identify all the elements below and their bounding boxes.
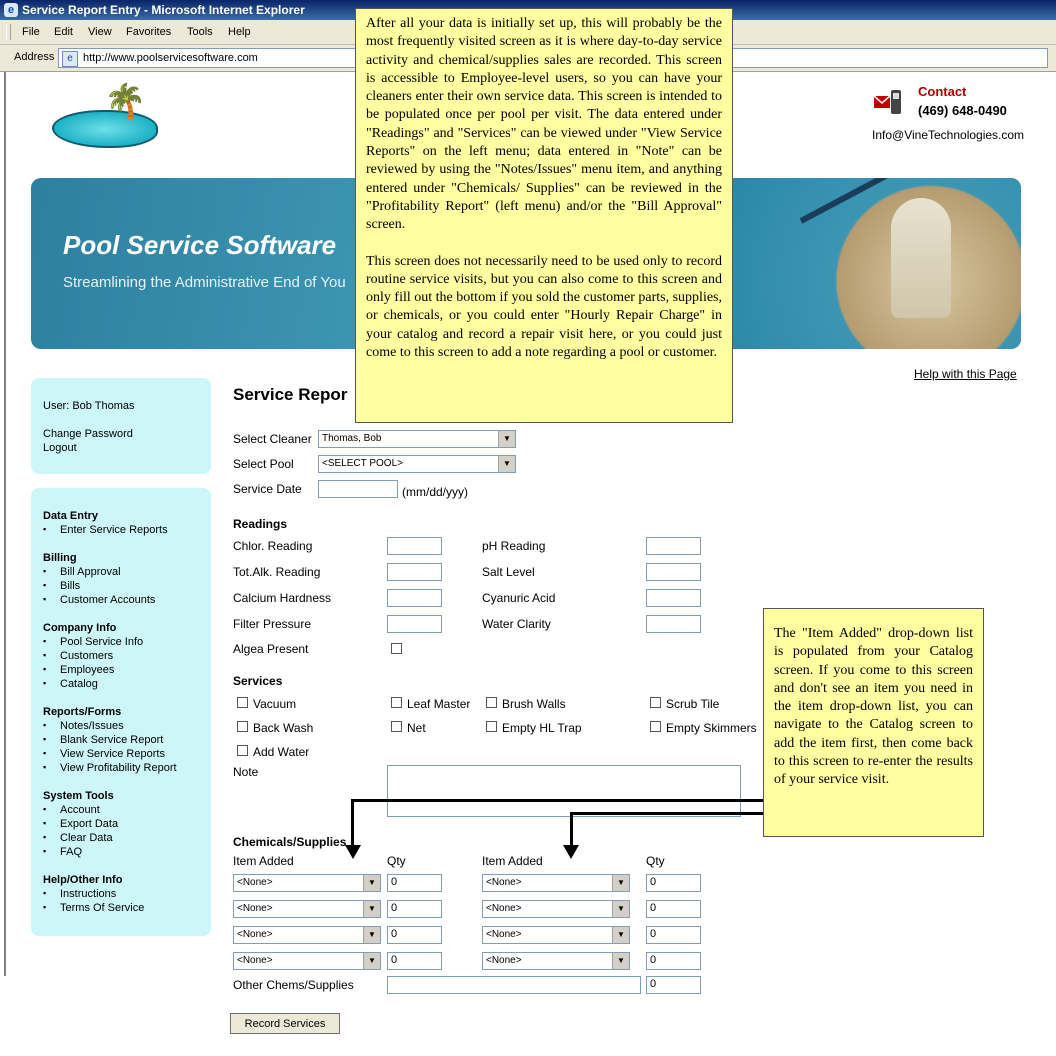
item-select-value: <None> <box>237 929 273 940</box>
back-wash-label: Back Wash <box>253 721 314 735</box>
qty-input[interactable] <box>387 926 442 944</box>
item-select[interactable] <box>233 874 381 892</box>
scrub-tile-label: Scrub Tile <box>666 697 720 711</box>
sidebar-item-instructions[interactable]: ▪ Instructions <box>60 888 116 900</box>
sidebar-item-customers[interactable]: ▪ Customers <box>60 650 113 662</box>
qty-input[interactable] <box>646 952 701 970</box>
cyanuric-acid-input[interactable] <box>646 589 701 607</box>
chevron-down-icon: ▼ <box>498 456 515 472</box>
empty-hl-trap-label: Empty HL Trap <box>502 721 582 735</box>
sidebar-item-terms-of-service[interactable]: ▪ Terms Of Service <box>60 902 144 914</box>
user-panel <box>31 378 211 474</box>
item-select-value: <None> <box>486 903 522 914</box>
tot-alk-reading-label: Tot.Alk. Reading <box>233 565 321 579</box>
sidebar-item-notes-issues[interactable]: ▪ Notes/Issues <box>60 720 124 732</box>
sidebar-item-blank-service-report[interactable]: ▪ Blank Service Report <box>60 734 163 746</box>
pool-select[interactable] <box>318 455 516 473</box>
ph-reading-label: pH Reading <box>482 539 546 553</box>
note-label: Note <box>233 765 259 779</box>
menu-file[interactable]: File <box>22 26 40 38</box>
pool-label: Select Pool <box>233 457 294 471</box>
address-url: http://www.poolservicesoftware.com <box>83 52 258 64</box>
tot-alk-reading-input[interactable] <box>387 563 442 581</box>
qty-value: 0 <box>650 978 657 990</box>
chevron-down-icon: ▼ <box>612 901 629 917</box>
sidebar-item-pool-service-info[interactable]: ▪ Pool Service Info <box>60 636 143 648</box>
contact-phone: (469) 648-0490 <box>918 103 1007 118</box>
sidebar-item-view-service-reports[interactable]: ▪ View Service Reports <box>60 748 165 760</box>
nav-section-help: Help/Other Info <box>43 874 123 886</box>
contact-title: Contact <box>918 84 967 99</box>
nav-section-company-info: Company Info <box>43 622 117 634</box>
item-select[interactable] <box>482 900 630 918</box>
add-water-label: Add Water <box>253 745 310 759</box>
chlor-reading-label: Chlor. Reading <box>233 539 313 553</box>
chlor-reading-input[interactable] <box>387 537 442 555</box>
help-callout-main <box>355 8 733 423</box>
qty-value: 0 <box>650 902 657 914</box>
net-checkbox[interactable] <box>391 721 402 732</box>
pool-cleaner-photo <box>721 178 1021 349</box>
filter-pressure-label: Filter Pressure <box>233 617 312 631</box>
cleaner-label: Select Cleaner <box>233 432 312 446</box>
nav-section-reports: Reports/Forms <box>43 706 122 718</box>
chevron-down-icon: ▼ <box>612 953 629 969</box>
item-added-label-2: Item Added <box>482 854 543 868</box>
other-chems-label: Other Chems/Supplies <box>233 978 354 992</box>
add-water-checkbox[interactable] <box>237 745 248 756</box>
cleaner-select-value: Thomas, Bob <box>322 433 382 444</box>
item-select-value: <None> <box>237 955 273 966</box>
chevron-down-icon: ▼ <box>363 901 380 917</box>
qty-input[interactable] <box>646 926 701 944</box>
address-label: Address <box>14 51 55 63</box>
menu-favorites[interactable]: Favorites <box>126 26 172 38</box>
leaf-master-checkbox[interactable] <box>391 697 402 708</box>
other-chems-qty-input[interactable] <box>646 976 701 994</box>
sidebar-item-faq[interactable]: ▪ FAQ <box>60 846 82 858</box>
qty-value: 0 <box>650 876 657 888</box>
chevron-down-icon: ▼ <box>498 431 515 447</box>
pool-worker <box>891 198 951 318</box>
item-select[interactable] <box>233 900 381 918</box>
salt-level-input[interactable] <box>646 563 701 581</box>
window-title: Service Report Entry - Microsoft Internet Explorer <box>22 3 305 17</box>
menu-edit[interactable]: Edit <box>54 26 73 38</box>
pool-select-value: <SELECT POOL> <box>322 458 403 469</box>
qty-value: 0 <box>391 928 398 940</box>
qty-value: 0 <box>391 954 398 966</box>
note-textarea[interactable] <box>387 765 741 817</box>
sidebar-item-export-data[interactable]: ▪ Export Data <box>60 818 118 830</box>
user-name: User: Bob Thomas <box>43 400 135 412</box>
record-services-button[interactable]: Record Services <box>230 1013 340 1034</box>
nav-section-system-tools: System Tools <box>43 790 114 802</box>
item-select[interactable] <box>482 926 630 944</box>
qty-input[interactable] <box>646 874 701 892</box>
item-select-value: <None> <box>237 903 273 914</box>
qty-value: 0 <box>650 928 657 940</box>
qty-input[interactable] <box>387 900 442 918</box>
empty-skimmers-checkbox[interactable] <box>650 721 661 732</box>
toolbar-grip-icon <box>6 24 11 40</box>
ph-reading-input[interactable] <box>646 537 701 555</box>
qty-label-2: Qty <box>646 854 665 868</box>
chevron-down-icon: ▼ <box>612 927 629 943</box>
item-select[interactable] <box>233 926 381 944</box>
calcium-hardness-input[interactable] <box>387 589 442 607</box>
other-chems-input[interactable] <box>387 976 641 994</box>
qty-value: 0 <box>391 902 398 914</box>
change-password-link[interactable]: Change Password <box>43 428 133 440</box>
item-select-value: <None> <box>486 955 522 966</box>
sidebar-item-catalog[interactable]: ▪ Catalog <box>60 678 98 690</box>
menu-tools[interactable]: Tools <box>187 26 213 38</box>
callout-paragraph-2: This screen does not necessarily need to be used only to record routine service visits, but you can also come to this screen and only fill out the bottom if you sold the customer parts, supplies, or chemicals, or you could enter "Hourly Repair Charge" in your catalog and record a repair visit here, or you could just come to this screen to add a note regarding a pool or customer. <box>366 253 722 361</box>
sidebar-item-clear-data[interactable]: ▪ Clear Data <box>60 832 113 844</box>
qty-input[interactable] <box>387 952 442 970</box>
qty-input[interactable] <box>646 900 701 918</box>
item-select[interactable] <box>233 952 381 970</box>
readings-heading: Readings <box>233 517 288 531</box>
item-select-value: <None> <box>486 877 522 888</box>
item-added-label-1: Item Added <box>233 854 294 868</box>
vacuum-checkbox[interactable] <box>237 697 248 708</box>
help-link[interactable]: Help with this Page <box>914 367 1017 381</box>
callout-arrow-line <box>570 812 763 815</box>
brush-walls-checkbox[interactable] <box>486 697 497 708</box>
contact-email[interactable]: Info@VineTechnologies.com <box>872 128 1025 142</box>
callout-item-text: The "Item Added" drop-down list is populated from your Catalog screen. If you come to this screen and don't see an item you need in the item drop-down list, you can navigate to the Catalog screen to add the item first, then come back to this screen to re-enter the results of your service visit. <box>774 626 973 788</box>
service-date-label: Service Date <box>233 482 302 496</box>
page-left-border <box>4 72 6 976</box>
brand-tagline: Streamlining the Administrative End of You <box>63 274 346 291</box>
item-select-value: <None> <box>237 877 273 888</box>
chevron-down-icon: ▼ <box>612 875 629 891</box>
callout-arrow-line <box>351 799 354 847</box>
qty-label-1: Qty <box>387 854 406 868</box>
algea-present-label: Algea Present <box>233 642 309 656</box>
sidebar-item-customer-accounts[interactable]: ▪ Customer Accounts <box>60 594 155 606</box>
salt-level-label: Salt Level <box>482 565 535 579</box>
calcium-hardness-label: Calcium Hardness <box>233 591 332 605</box>
water-clarity-label: Water Clarity <box>482 617 551 631</box>
leaf-master-label: Leaf Master <box>407 697 471 711</box>
service-date-input[interactable] <box>318 480 398 498</box>
water-clarity-input[interactable] <box>646 615 701 633</box>
help-callout-item-added <box>763 608 984 837</box>
services-heading: Services <box>233 674 283 688</box>
sidebar-item-view-profitability-report[interactable]: ▪ View Profitability Report <box>60 762 177 774</box>
sidebar-item-bills[interactable]: ▪ Bills <box>60 580 80 592</box>
callout-paragraph-1: After all your data is initially set up, this will probably be the most frequently visited screen as it is where day-to-day service activity and chemical/supplies sales are recorded. This screen is accessible to Employee-level users, so you can have your cleaners enter their own service data. This screen is intended to be populated once per pool per visit. The data entered under "Readings" and "Services" can be viewed under "View Service Reports" on the left menu; data entered in "Note" can be reviewed by using the "Notes/Issues" menu item, and anything entered under "Chemicals/ Supplies" can be reviewed in the "Profitability Report" (left menu) and/or the "Bill Approval" screen. <box>366 16 722 233</box>
arrow-down-icon <box>563 845 579 859</box>
cleaner-select[interactable] <box>318 430 516 448</box>
item-select-value: <None> <box>486 929 522 940</box>
phone-mail-icon <box>872 88 906 116</box>
brush-walls-label: Brush Walls <box>502 697 566 711</box>
service-date-hint: (mm/dd/yyy) <box>402 485 468 499</box>
scrub-tile-checkbox[interactable] <box>650 697 661 708</box>
menu-view[interactable]: View <box>88 26 112 38</box>
sidebar-item-bill-approval[interactable]: ▪ Bill Approval <box>60 566 121 578</box>
logout-link[interactable]: Logout <box>43 442 77 454</box>
empty-hl-trap-checkbox[interactable] <box>486 721 497 732</box>
sidebar-item-account[interactable]: ▪ Account <box>60 804 100 816</box>
algea-present-checkbox[interactable] <box>391 643 402 654</box>
internet-explorer-icon: e <box>4 3 18 17</box>
empty-skimmers-label: Empty Skimmers <box>666 721 757 735</box>
net-label: Net <box>407 721 426 735</box>
chevron-down-icon: ▼ <box>363 953 380 969</box>
palm-tree-icon: 🌴 <box>104 83 147 121</box>
sidebar-nav <box>31 488 211 936</box>
filter-pressure-input[interactable] <box>387 615 442 633</box>
qty-input[interactable] <box>387 874 442 892</box>
cyanuric-acid-label: Cyanuric Acid <box>482 591 556 605</box>
chemicals-heading: Chemicals/Supplies <box>233 835 347 849</box>
brand-title: Pool Service Software <box>63 230 337 260</box>
page-title: Service Repor <box>233 385 348 404</box>
item-select[interactable] <box>482 952 630 970</box>
arrow-down-icon <box>345 845 361 859</box>
qty-value: 0 <box>391 876 398 888</box>
qty-value: 0 <box>650 954 657 966</box>
callout-arrow-line <box>351 799 763 802</box>
callout-arrow-line <box>570 812 573 847</box>
chevron-down-icon: ▼ <box>363 927 380 943</box>
item-select[interactable] <box>482 874 630 892</box>
chevron-down-icon: ▼ <box>363 875 380 891</box>
nav-section-data-entry: Data Entry <box>43 510 99 522</box>
sidebar-item-enter-service-reports[interactable]: ▪ Enter Service Reports <box>60 524 168 536</box>
back-wash-checkbox[interactable] <box>237 721 248 732</box>
menu-help[interactable]: Help <box>228 26 251 38</box>
sidebar-item-employees[interactable]: ▪ Employees <box>60 664 114 676</box>
page-icon: e <box>62 51 78 67</box>
vacuum-label: Vacuum <box>253 697 297 711</box>
nav-section-billing: Billing <box>43 552 77 564</box>
